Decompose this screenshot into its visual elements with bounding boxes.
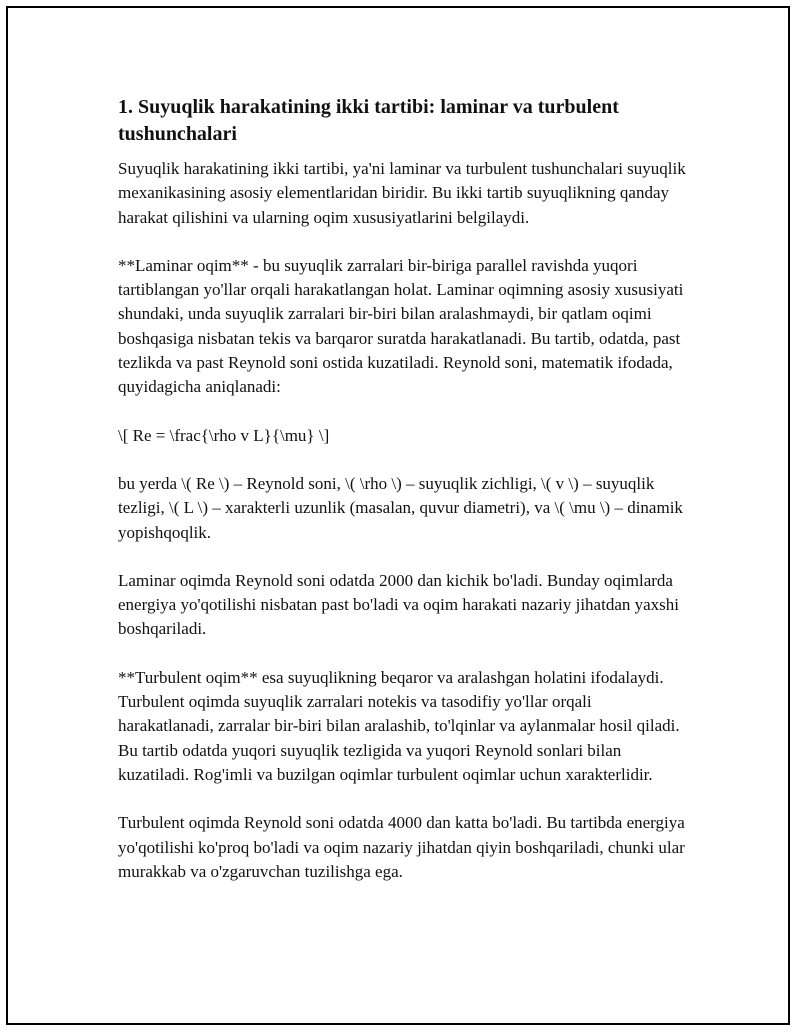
formula-reynolds: \[ Re = \frac{\rho v L}{\mu} \] <box>118 425 330 445</box>
document-body <box>118 94 688 908</box>
section-heading: 1. Suyuqlik harakatining ikki tartibi: laminar va turbulent tushunchalari <box>118 96 619 145</box>
paragraph-laminar-reynolds: Laminar oqimda Reynold soni odatda 2000 dan kichik bo'ladi. Bunday oqimlarda energiya yo'qotilishi nisbatan past bo'ladi va oqim harakati nazariy jihatdan yaxshi boshqariladi. <box>118 570 679 639</box>
paragraph-variables: bu yerda \( Re \) – Reynold soni, \( \rho \) – suyuqlik zichligi, \( v \) – suyuqlik tezligi, \( L \) – xarakterli uzunlik (masalan, quvur diametri), va \( \mu \) – dinamik yopishqoqlik. <box>118 473 683 542</box>
paragraph-turbulent-reynolds: Turbulent oqimda Reynold soni odatda 4000 dan katta bo'ladi. Bu tartibda energiya yo'qotilishi ko'proq bo'ladi va oqim nazariy jihatdan qiyin boshqariladi, chunki ular murakkab va o'zgaruvchan tuzilishga ega. <box>118 813 685 881</box>
paragraph-laminar: **Laminar oqim** - bu suyuqlik zarralari bir-biriga parallel ravishda yuqori tartiblangan yo'llar orqali harakatlangan holat. Laminar oqimning asosiy xususiyati shundaki, unda suyuqlik zarralari bir-biri bilan aralashmaydi, bir qatlam oqimi boshqasiga nisbatan tekis va barqaror suratda harakatlanadi. Bu tartib, odatda, past tezlikda va past Reynold soni ostida kuzatiladi. Reynold soni, matematik ifodada, quyidagicha aniqlanadi: <box>118 255 684 397</box>
paragraph-turbulent: **Turbulent oqim** esa suyuqlikning beqaror va aralashgan holatini ifodalaydi. Turbulent oqimda suyuqlik zarralari notekis va tasodifiy yo'llar orqali harakatlanadi, zarralar bir-biri bilan aralashib, to'lqinlar va aylanmalar hosil qiladi. Bu tartib odatda yuqori suyuqlik tezligida va yuqori Reynold sonlari bilan kuzatiladi. Rog'imli va buzilgan oqimlar turbulent oqimlar uchun xarakterlidir. <box>118 667 680 784</box>
paragraph-intro: Suyuqlik harakatining ikki tartibi, ya'ni laminar va turbulent tushunchalari suyuqlik mexanikasining asosiy elementlaridan biridir. Bu ikki tartib suyuqlikning qanday harakat qilishini va ularning oqim xususiyatlarini belgilaydi. <box>118 159 686 227</box>
